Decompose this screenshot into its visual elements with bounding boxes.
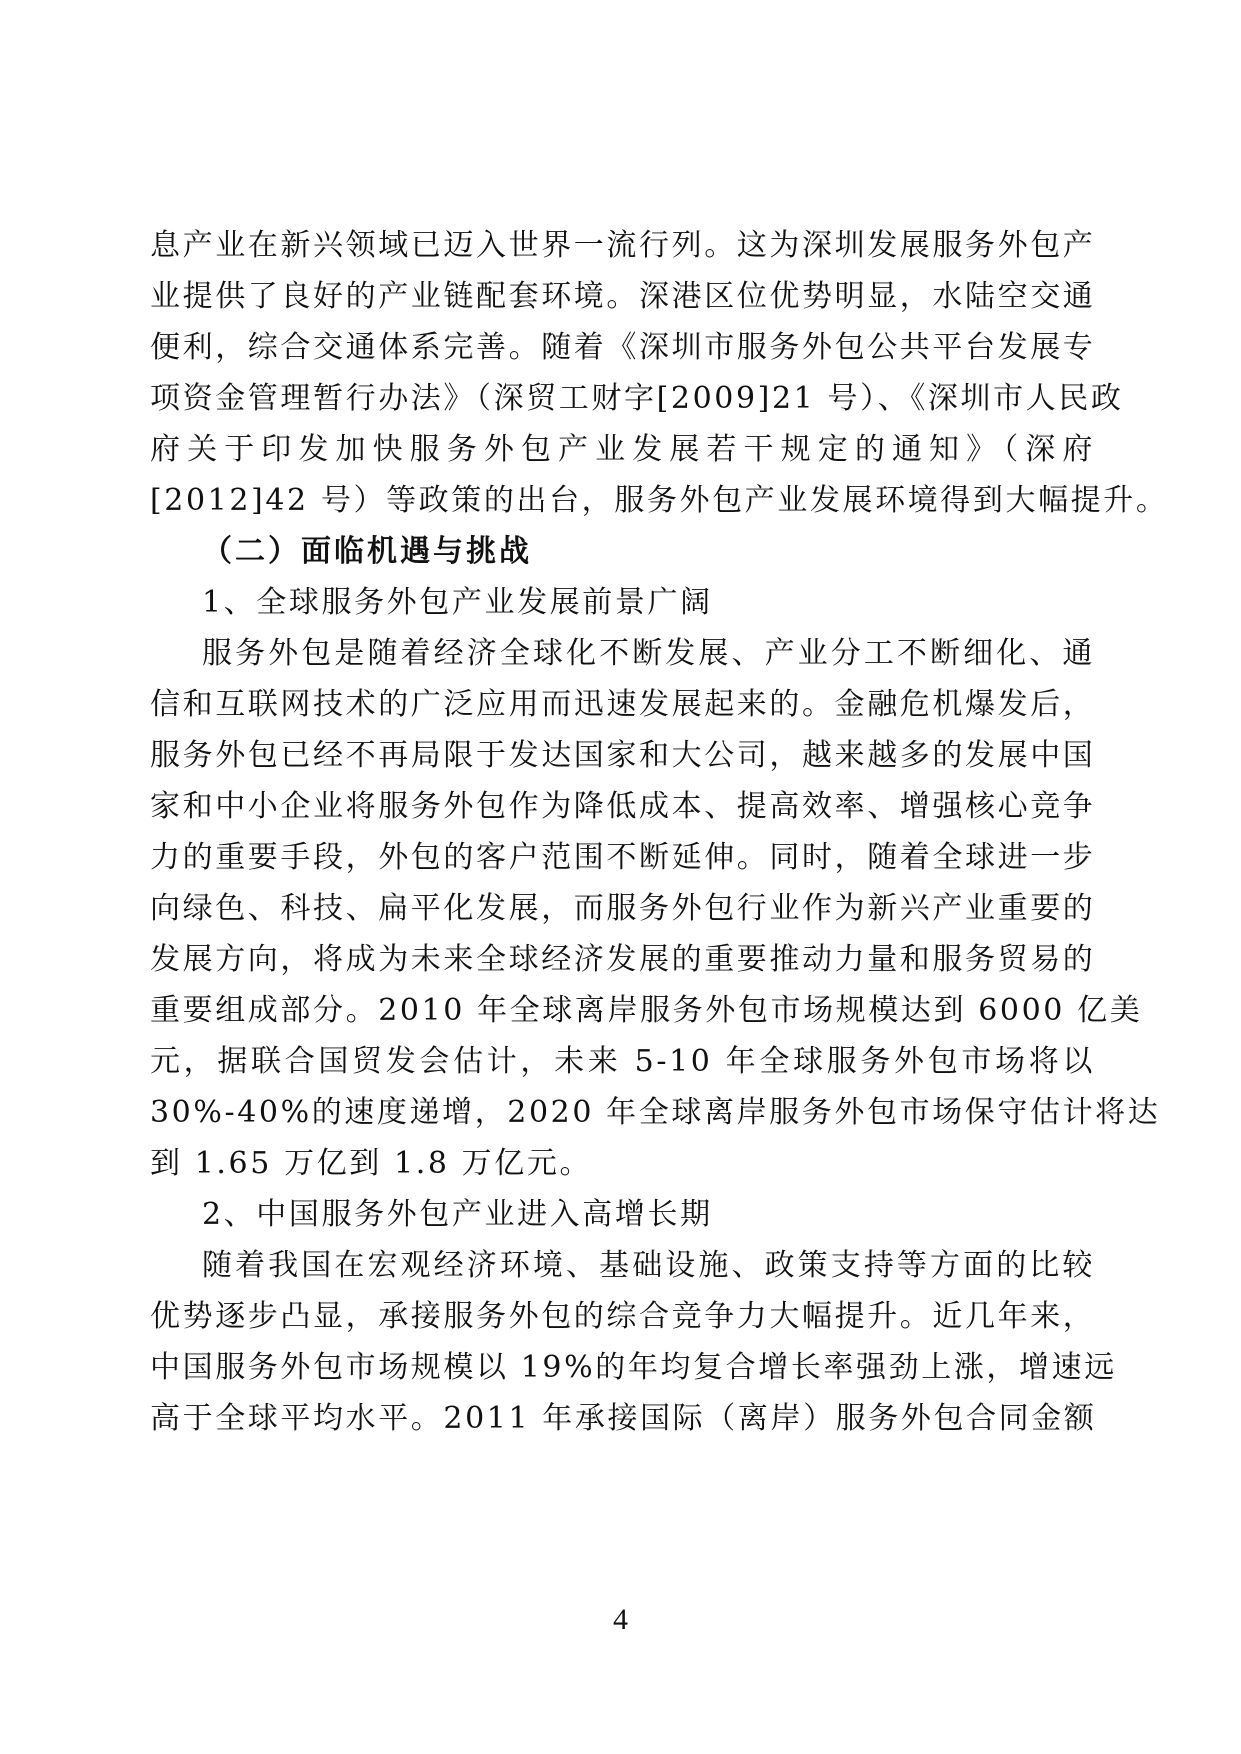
body-line: 高于全球平均水平。2011 年承接国际（离岸）服务外包合同金额 — [150, 1401, 1097, 1436]
body-line: 随着我国在宏观经济环境、基础设施、政策支持等方面的比较 — [202, 1248, 1095, 1283]
body-line: 到 1.65 万亿到 1.8 万亿元。 — [150, 1146, 593, 1181]
body-line: 服务外包是随着经济全球化不断发展、产业分工不断细化、通 — [202, 636, 1095, 671]
body-line: 信和互联网技术的广泛应用而迅速发展起来的。金融危机爆发后， — [150, 687, 1096, 722]
body-line: 业提供了良好的产业链配套环境。深港区位优势明显，水陆空交通 — [150, 279, 1096, 314]
body-line: 中国服务外包市场规模以 19%的年均复合增长率强劲上涨，增速远 — [150, 1350, 1117, 1385]
body-line: 家和中小企业将服务外包作为降低成本、提高效率、增强核心竞争 — [150, 789, 1096, 824]
body-line: 元，据联合国贸发会估计，未来 5-10 年全球服务外包市场将以 — [150, 1044, 1095, 1079]
body-line: [2012]42 号）等政策的出台，服务外包产业发展环境得到大幅提升。 — [150, 483, 1169, 518]
page-number: 4 — [613, 1603, 628, 1636]
body-line: 发展方向，将成为未来全球经济发展的重要推动力量和服务贸易的 — [150, 942, 1096, 977]
body-line: 息产业在新兴领域已迈入世界一流行列。这为深圳发展服务外包产 — [150, 228, 1096, 263]
body-line: 府关于印发加快服务外包产业发展若干规定的通知》（深府 — [150, 432, 1095, 467]
subsection-heading: 2、中国服务外包产业进入高增长期 — [202, 1197, 713, 1232]
body-line: 力的重要手段，外包的客户范围不断延伸。同时，随着全球进一步 — [150, 840, 1096, 875]
body-line: 便利，综合交通体系完善。随着《深圳市服务外包公共平台发展专 — [150, 330, 1096, 365]
body-line: 优势逐步凸显，承接服务外包的综合竞争力大幅提升。近几年来， — [150, 1299, 1096, 1334]
section-heading: （二）面临机遇与挑战 — [202, 534, 532, 569]
body-line: 30%-40%的速度递增，2020 年全球离岸服务外包市场保守估计将达 — [150, 1095, 1161, 1130]
body-line: 服务外包已经不再局限于发达国家和大公司，越来越多的发展中国 — [150, 738, 1096, 773]
body-line: 重要组成部分。2010 年全球离岸服务外包市场规模达到 6000 亿美 — [150, 993, 1143, 1028]
subsection-heading: 1、全球服务外包产业发展前景广阔 — [202, 585, 713, 620]
body-line: 向绿色、科技、扁平化发展，而服务外包行业作为新兴产业重要的 — [150, 891, 1096, 926]
body-line: 项资金管理暂行办法》（深贸工财字[2009]21 号）、《深圳市人民政 — [150, 381, 1124, 416]
